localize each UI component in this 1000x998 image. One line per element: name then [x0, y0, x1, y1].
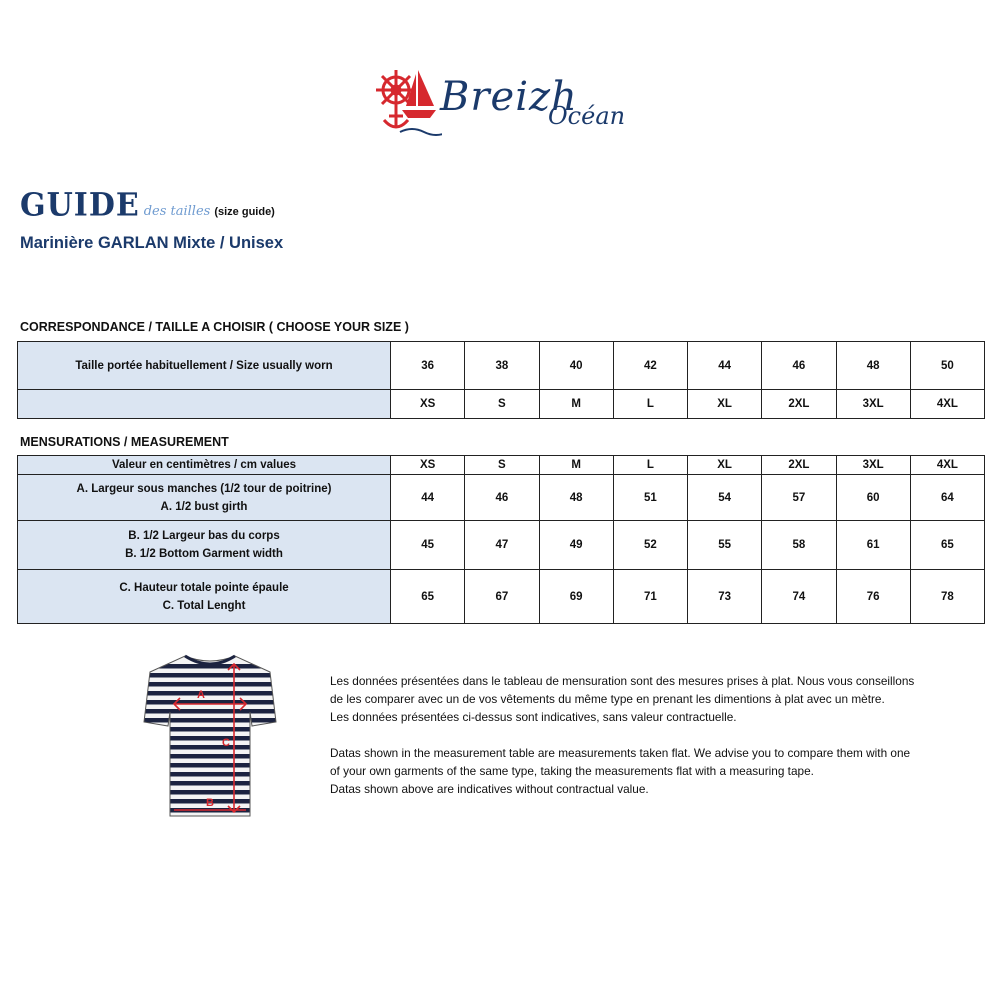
shirt-diagram: [140, 650, 280, 822]
measurement-size-header: XS: [391, 456, 465, 475]
measurement-value: 52: [613, 521, 687, 570]
measurement-size-header: S: [465, 456, 539, 475]
size-fr-cell: 48: [836, 342, 910, 390]
size-fr-cell: 44: [688, 342, 762, 390]
measurement-value: 49: [539, 521, 613, 570]
label-a: A: [197, 689, 205, 701]
brand-word-2: Océan: [548, 102, 626, 130]
size-intl-cell: S: [465, 390, 539, 419]
measurement-value: 51: [613, 475, 687, 521]
note-fr-2: Les données présentées ci-dessus sont indicatives, sans valeur contractuelle.: [330, 710, 737, 724]
measurement-value: 78: [910, 570, 984, 624]
measurement-label-fr: C. Hauteur totale pointe épaule: [119, 581, 289, 594]
size-intl-cell: XS: [391, 390, 465, 419]
note-en-1: Datas shown in the measurement table are measurements taken flat. We advise you to compare them with one of your own garments of the same type, taking the measurements flat with a measuring tape.: [330, 746, 911, 778]
correspondance-table: [17, 341, 985, 419]
brand-word-1: Breizh: [440, 74, 578, 120]
measurement-value: 67: [465, 570, 539, 624]
size-fr-cell: 50: [910, 342, 984, 390]
product-subtitle: Marinière GARLAN Mixte / Unisex: [20, 234, 284, 252]
measurement-value: 47: [465, 521, 539, 570]
measurement-size-header: 3XL: [836, 456, 910, 475]
notes-block: [330, 672, 920, 798]
measurement-value: 44: [391, 475, 465, 521]
measurement-value: 64: [910, 475, 984, 521]
label-c: C: [222, 737, 230, 749]
guide-title-small: des tailles: [143, 204, 211, 219]
size-intl-cell: 4XL: [910, 390, 984, 419]
measurement-value: 46: [465, 475, 539, 521]
measurement-row-label: [18, 570, 391, 624]
notes-gap: [330, 726, 920, 744]
size-intl-row: [18, 390, 985, 419]
measurement-row: [18, 570, 985, 624]
measurement-label-fr: B. 1/2 Largeur bas du corps: [128, 530, 280, 542]
measurement-value: 69: [539, 570, 613, 624]
measurement-value: 65: [391, 570, 465, 624]
measurement-row-label: [18, 475, 391, 521]
measurement-value: 60: [836, 475, 910, 521]
brand-logo: [372, 62, 657, 152]
measurement-header-label: Valeur en centimètres / cm values: [18, 456, 391, 475]
note-fr-1: Les données présentées dans le tableau de mensuration sont des mesures prises à plat. Nous vous conseillons de les comparer avec un de vos vêtements du même type en prenant les dimentions à plat avec un mètre.: [330, 674, 915, 706]
size-fr-cell: 46: [762, 342, 836, 390]
measurement-size-header: XL: [688, 456, 762, 475]
measurement-row: [18, 521, 985, 570]
measurement-value: 54: [688, 475, 762, 521]
measurement-table: [17, 455, 985, 624]
measurement-value: 55: [688, 521, 762, 570]
measurement-label-fr: A. Largeur sous manches (1/2 tour de poitrine): [76, 482, 332, 495]
measurement-heading: MENSURATIONS / MEASUREMENT: [20, 435, 229, 449]
size-fr-cell: 38: [465, 342, 539, 390]
measurement-row-label: [18, 521, 391, 570]
size-fr-cell: 42: [613, 342, 687, 390]
size-intl-cell: 2XL: [762, 390, 836, 419]
measurement-value: 71: [613, 570, 687, 624]
measurement-row: [18, 475, 985, 521]
measurement-label-en: C. Total Lenght: [162, 599, 246, 612]
ship-wheel-anchor-icon: [372, 62, 442, 142]
guide-title-big: GUIDE: [20, 187, 140, 224]
brand-wordmark: [440, 74, 626, 130]
size-fr-cell: 36: [391, 342, 465, 390]
measurement-value: 48: [539, 475, 613, 521]
measurement-value: 58: [762, 521, 836, 570]
measurement-header-row: [18, 456, 985, 475]
measurement-value: 76: [836, 570, 910, 624]
measurement-label-en: A. 1/2 bust girth: [160, 500, 248, 513]
note-en-2: Datas shown above are indicatives without contractual value.: [330, 782, 649, 796]
measurement-size-header: 4XL: [910, 456, 984, 475]
size-intl-cell: 3XL: [836, 390, 910, 419]
guide-title: [20, 188, 275, 223]
measurement-label-en: B. 1/2 Bottom Garment width: [125, 548, 283, 560]
measurement-value: 73: [688, 570, 762, 624]
measurement-value: 74: [762, 570, 836, 624]
measurement-size-header: L: [613, 456, 687, 475]
size-intl-cell: XL: [688, 390, 762, 419]
size-intl-label: [18, 390, 391, 419]
measurement-size-header: 2XL: [762, 456, 836, 475]
label-b: B: [206, 797, 214, 809]
measurement-value: 61: [836, 521, 910, 570]
size-intl-cell: L: [613, 390, 687, 419]
measurement-value: 57: [762, 475, 836, 521]
measurement-value: 65: [910, 521, 984, 570]
striped-tshirt-icon: [140, 650, 280, 822]
size-worn-row: [18, 342, 985, 390]
size-worn-label: Taille portée habituellement / Size usually worn: [18, 342, 391, 390]
correspondance-heading: CORRESPONDANCE / TAILLE A CHOISIR ( CHOOSE YOUR SIZE ): [20, 320, 409, 334]
measurement-size-header: M: [539, 456, 613, 475]
size-intl-cell: M: [539, 390, 613, 419]
guide-title-note: (size guide): [214, 206, 275, 218]
size-fr-cell: 40: [539, 342, 613, 390]
measurement-value: 45: [391, 521, 465, 570]
